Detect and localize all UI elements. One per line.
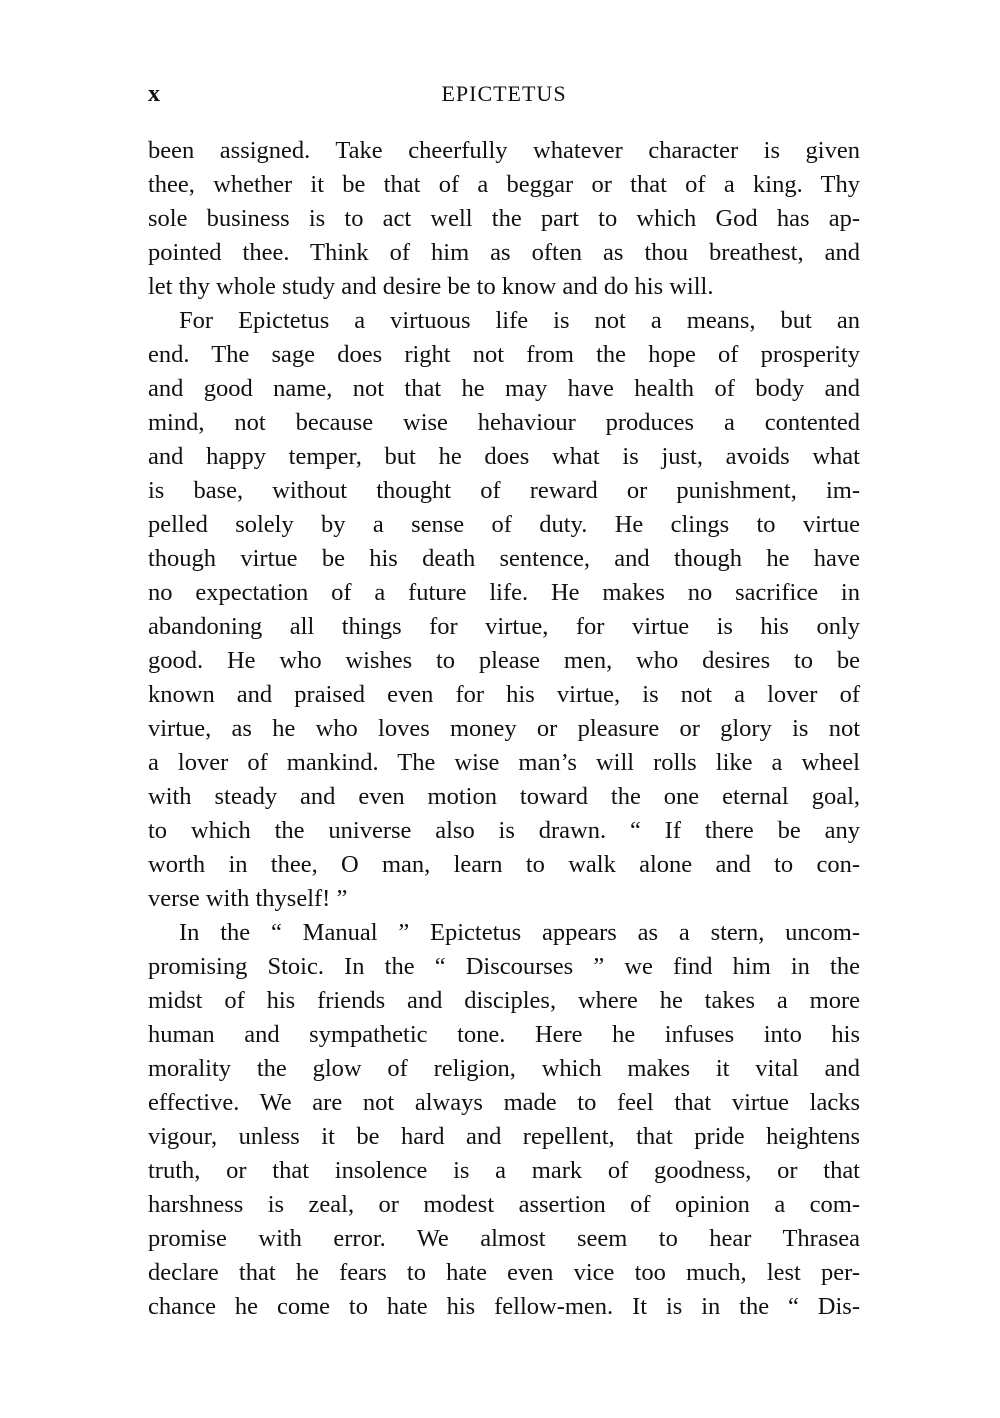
text-line: and good name, not that he may have health of body and <box>148 375 860 402</box>
text-line: though virtue be his death sentence, and though he have <box>148 545 860 572</box>
text-line: abandoning all things for virtue, for virtue is his only <box>148 613 860 640</box>
text-line: midst of his friends and disciples, where he takes a more <box>148 987 860 1014</box>
running-head-title: EPICTETUS <box>441 81 567 106</box>
text-line: morality the glow of religion, which makes it vital and <box>148 1055 860 1082</box>
text-line: promise with error. We almost seem to hear Thrasea <box>148 1225 860 1252</box>
text-line: truth, or that insolence is a mark of goodness, or that <box>148 1157 860 1184</box>
text-line: promising Stoic. In the “ Discourses ” we find him in the <box>148 953 860 980</box>
text-line: let thy whole study and desire be to know and do his will. <box>148 273 714 300</box>
text-line: worth in thee, O man, learn to walk alone and to con- <box>148 851 860 878</box>
text-line: to which the universe also is drawn. “ If there be any <box>148 817 860 844</box>
text-line: vigour, unless it be hard and repellent, that pride heightens <box>148 1123 860 1150</box>
text-line: chance he come to hate his fellow-men. It is in the “ Dis- <box>148 1293 860 1320</box>
text-line: pointed thee. Think of him as often as thou breathest, and <box>148 239 860 266</box>
text-line: In the “ Manual ” Epictetus appears as a stern, uncom- <box>179 919 860 946</box>
text-line: virtue, as he who loves money or pleasure or glory is not <box>148 715 860 742</box>
text-line: and happy temper, but he does what is just, avoids what <box>148 443 860 470</box>
paragraph <box>148 304 860 916</box>
text-line: verse with thyself! ” <box>148 885 348 912</box>
text-line: thee, whether it be that of a beggar or that of a king. Thy <box>148 171 860 198</box>
paragraph <box>148 134 860 304</box>
text-line: end. The sage does right not from the hope of prosperity <box>148 341 860 368</box>
text-line: For Epictetus a virtuous life is not a means, but an <box>179 307 860 334</box>
text-line: harshness is zeal, or modest assertion of opinion a com- <box>148 1191 860 1218</box>
text-line: known and praised even for his virtue, is not a lover of <box>148 681 860 708</box>
text-line: with steady and even motion toward the one eternal goal, <box>148 783 860 810</box>
text-line: effective. We are not always made to feel that virtue lacks <box>148 1089 860 1116</box>
body-text <box>148 134 860 1324</box>
text-line: sole business is to act well the part to which God has ap- <box>148 205 860 232</box>
text-line: good. He who wishes to please men, who desires to be <box>148 647 860 674</box>
text-line: mind, not because wise hehaviour produces a contented <box>148 409 860 436</box>
paragraph <box>148 916 860 1324</box>
page-number: x <box>148 81 160 107</box>
text-line: no expectation of a future life. He makes no sacrifice in <box>148 579 860 606</box>
text-line: declare that he fears to hate even vice too much, lest per- <box>148 1259 860 1286</box>
text-line: is base, without thought of reward or punishment, im- <box>148 477 860 504</box>
text-line: been assigned. Take cheerfully whatever character is given <box>148 137 860 164</box>
text-line: human and sympathetic tone. Here he infuses into his <box>148 1021 860 1048</box>
text-line: a lover of mankind. The wise man’s will rolls like a wheel <box>148 749 860 776</box>
page-header <box>148 78 860 110</box>
text-line: pelled solely by a sense of duty. He clings to virtue <box>148 511 860 538</box>
